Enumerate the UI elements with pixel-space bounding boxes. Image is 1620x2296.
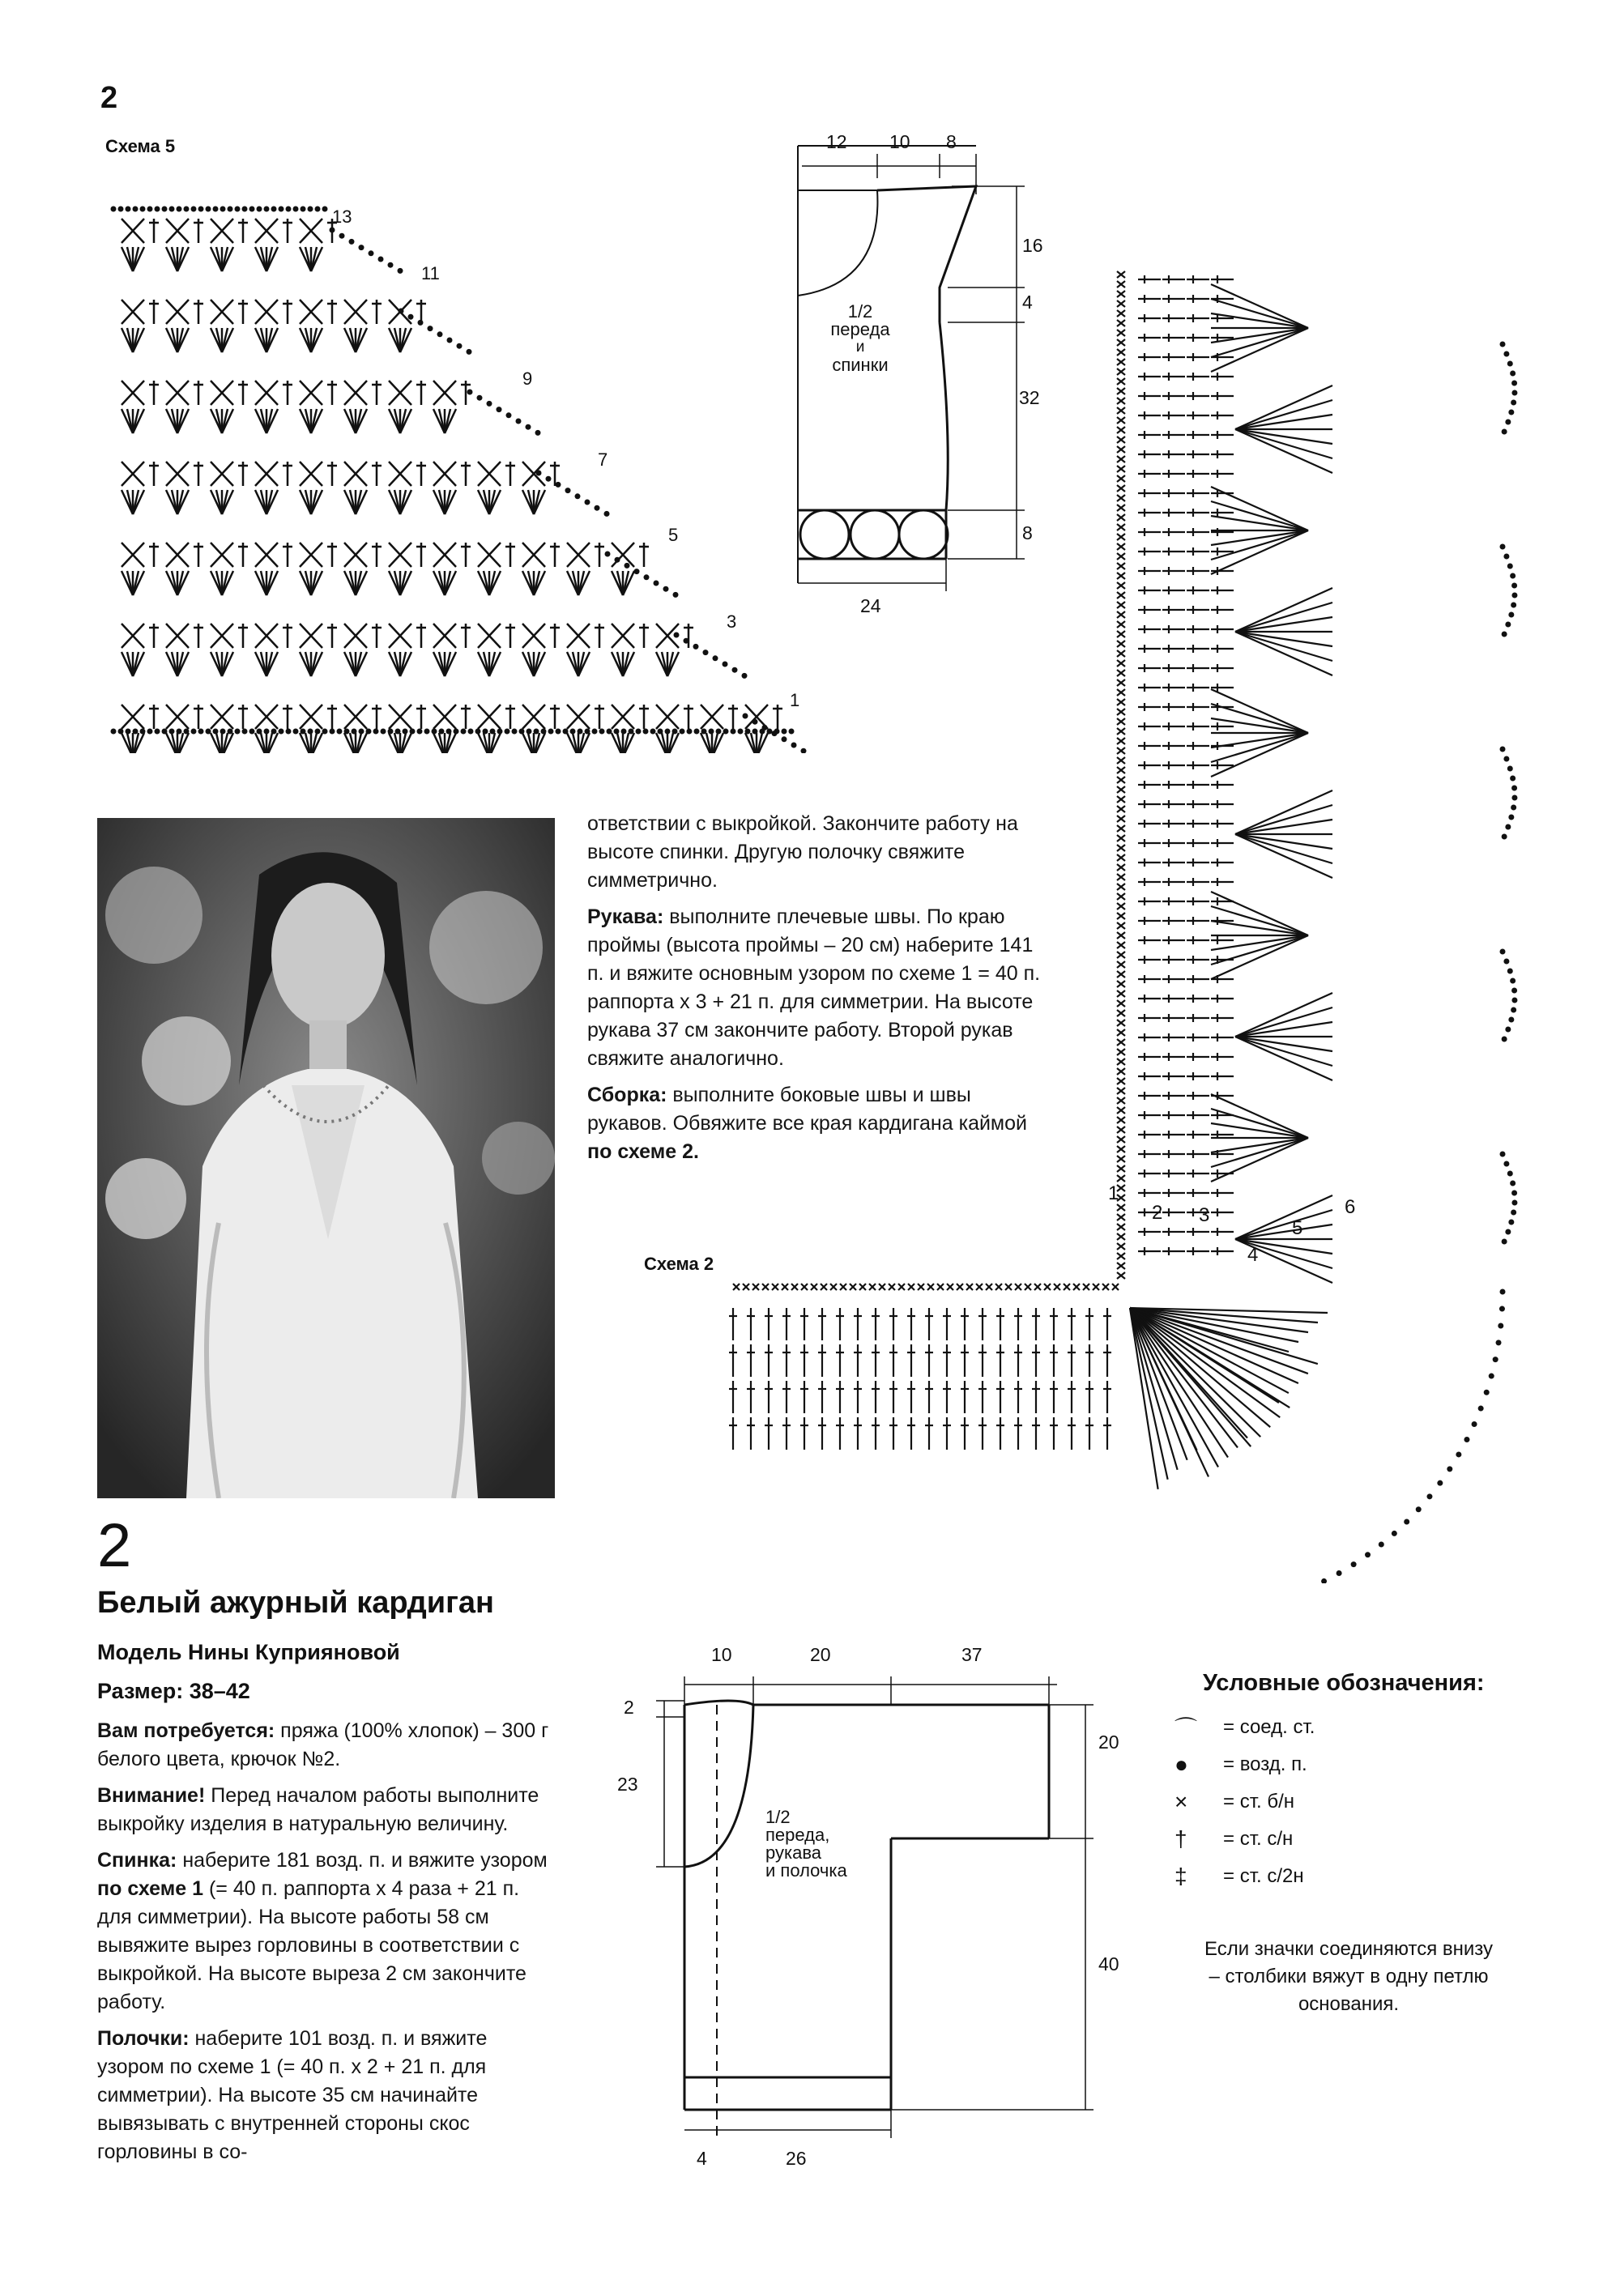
scheme5-chart bbox=[97, 186, 826, 753]
bottom-dim-4: 4 bbox=[697, 2148, 707, 2169]
bottom-dim-23: 23 bbox=[617, 1774, 638, 1795]
stitch-fan bbox=[389, 381, 426, 433]
bottom-dim-40: 40 bbox=[1098, 1953, 1119, 1974]
scheme5-row-5: 5 bbox=[668, 525, 679, 545]
scheme5-row-1: 1 bbox=[790, 690, 800, 710]
top-dim-24: 24 bbox=[860, 595, 881, 616]
scheme5-row-7: 7 bbox=[598, 449, 608, 470]
stitch-fan bbox=[612, 543, 649, 595]
stitch-fan bbox=[389, 300, 426, 352]
bottom-dim-20r: 20 bbox=[1098, 1732, 1119, 1753]
bottom-dim-37: 37 bbox=[961, 1644, 983, 1665]
stitch-fan bbox=[300, 381, 337, 433]
stitch-fan bbox=[478, 705, 515, 753]
legend-item-sc: × = ст. б/н bbox=[1174, 1789, 1295, 1814]
assembly-heading: Сборка: bbox=[587, 1084, 667, 1106]
top-dim-32: 32 bbox=[1019, 387, 1040, 408]
stitch-fan bbox=[300, 543, 337, 595]
top-dim-8b: 8 bbox=[1022, 522, 1033, 543]
bottom-dim-2: 2 bbox=[624, 1697, 634, 1718]
stitch-fan bbox=[522, 624, 560, 676]
stitch-fan bbox=[166, 462, 203, 514]
model-title: Белый ажурный кардиган bbox=[97, 1586, 495, 1620]
legend-item-slip: ⌒ = соед. ст. bbox=[1174, 1709, 1531, 1746]
stitch-fan bbox=[478, 624, 515, 676]
bottom-dim-20: 20 bbox=[810, 1644, 831, 1665]
stitch-fan bbox=[211, 462, 248, 514]
top-dim-10: 10 bbox=[889, 131, 910, 152]
legend-item-chain: ● = возд. п. bbox=[1174, 1752, 1307, 1777]
model-author: Модель Нины Куприяновой bbox=[97, 1640, 400, 1664]
scheme2-row-1: 1 bbox=[1108, 1182, 1119, 1204]
scheme2-row-2: 2 bbox=[1152, 1202, 1163, 1224]
stitch-fan bbox=[166, 624, 203, 676]
bottom-pattern-label: 1/2 переда, рукава и полочка bbox=[765, 1807, 847, 1881]
stitch-fan bbox=[344, 543, 382, 595]
stitch-fan bbox=[656, 624, 693, 676]
scheme2-row-4: 4 bbox=[1247, 1244, 1259, 1266]
photo-illustration bbox=[97, 818, 555, 1498]
legend-item-dc: † = ст. с/н bbox=[1174, 1826, 1294, 1851]
scheme5-row-13: 13 bbox=[332, 207, 352, 227]
stitch-fan bbox=[300, 624, 337, 676]
stitch-fan bbox=[344, 462, 382, 514]
stitch-fan bbox=[433, 462, 471, 514]
stitch-fan bbox=[344, 705, 382, 753]
stitch-fan bbox=[122, 381, 159, 433]
model-number: 2 bbox=[97, 1511, 132, 1580]
stitch-fan bbox=[389, 543, 426, 595]
stitch-fan bbox=[255, 219, 292, 271]
legend-item-tr: ‡ = ст. с/2н bbox=[1174, 1864, 1304, 1889]
stitch-fan bbox=[389, 624, 426, 676]
stitch-fan bbox=[211, 300, 248, 352]
stitch-fan bbox=[166, 381, 203, 433]
stitch-fan bbox=[389, 462, 426, 514]
stitch-fan bbox=[122, 300, 159, 352]
stitch-fan bbox=[211, 624, 248, 676]
stitch-fan bbox=[255, 624, 292, 676]
model-instructions: Вам потребуется: пряжа (100% хлопок) – 300 г белого цвета, крючок №2. Внимание! Перед началом работы выполните выкройку изделия в натуральную величину. Спинка: наберите 181 возд. п. и вяжите узором по схеме 1 (= 40 п. раппорта х 4 раза + 21 п. для симметрии). На высоте работы 58 см вывяжите вырез горловины в соответствии с выкройкой. На высоте выреза 2 см закончите работу. Полочки: наберите 101 возд. п. и вяжите узором по схеме 1 (= 40 п. х 2 + 21 п. для симметрии). На высоте 35 см начинайте вывязывать с внутренней стороны скос горловины в со- bbox=[97, 1719, 549, 2163]
treble-crochet-icon: ‡ bbox=[1174, 1864, 1187, 1889]
stitch-fan bbox=[166, 219, 203, 271]
scheme5-row-3: 3 bbox=[727, 611, 737, 632]
stitch-fan bbox=[211, 381, 248, 433]
legend-list bbox=[1174, 1709, 1531, 1895]
scheme2-row-3: 3 bbox=[1199, 1204, 1210, 1226]
stitch-fan bbox=[255, 381, 292, 433]
stitch-fan bbox=[344, 624, 382, 676]
scheme5-caption: Схема 5 bbox=[105, 136, 176, 156]
slip-stitch-icon: ⌒ bbox=[1174, 1716, 1198, 1741]
stitch-fan bbox=[433, 624, 471, 676]
stitch-fan bbox=[478, 462, 515, 514]
scheme2-caption: Схема 2 bbox=[644, 1254, 714, 1274]
stitch-fan bbox=[344, 300, 382, 352]
stitch-fan bbox=[122, 543, 159, 595]
stitch-fan bbox=[166, 543, 203, 595]
article-continuation: ответствии с выкройкой. Закончите работу на высоте спинки. Другую полочку свяжите симметрично. Рукава: выполните плечевые швы. По краю проймы (высота проймы – 20 см) наберите 141 п. и вяжите основным узором по схеме 1 = 40 п. раппорта х 3 + 21 п. для симметрии. На высоте рукава 37 см закончите работу. Второй рукав свяжите аналогично. Сборка: выполните боковые швы и швы рукавов. Обвяжите все края кардигана каймой по схеме 2. bbox=[587, 812, 1041, 1163]
top-pattern-label: 1/2 переда и спинки bbox=[830, 301, 890, 375]
model-photo bbox=[97, 818, 555, 1498]
legend-note: Если значки соединяются внизу – столбики вяжут в одну петлю основания. bbox=[1204, 1938, 1494, 2015]
stitch-fan bbox=[166, 300, 203, 352]
double-crochet-icon: † bbox=[1174, 1826, 1187, 1851]
stitch-fan bbox=[255, 300, 292, 352]
top-dim-4: 4 bbox=[1022, 292, 1033, 313]
top-dim-8: 8 bbox=[946, 131, 957, 152]
stitch-fan bbox=[122, 462, 159, 514]
stitch-fan bbox=[389, 705, 426, 753]
stitch-fan bbox=[612, 624, 649, 676]
page-number: 2 bbox=[100, 81, 118, 115]
stitch-fan bbox=[300, 300, 337, 352]
sleeves-heading: Рукава: bbox=[587, 905, 664, 928]
model-size: Размер: 38–42 bbox=[97, 1679, 250, 1703]
scheme2-row-5: 5 bbox=[1292, 1217, 1303, 1239]
stitch-fan bbox=[433, 543, 471, 595]
single-crochet-icon: × bbox=[1174, 1789, 1188, 1814]
scheme5-row-11: 11 bbox=[421, 263, 440, 283]
stitch-fan bbox=[567, 624, 604, 676]
stitch-fan bbox=[522, 543, 560, 595]
scheme2-row-6: 6 bbox=[1345, 1196, 1356, 1218]
bottom-dim-10: 10 bbox=[711, 1644, 732, 1665]
bottom-dim-26: 26 bbox=[786, 2148, 807, 2169]
stitch-fan bbox=[255, 462, 292, 514]
stitch-fan bbox=[567, 543, 604, 595]
stitch-fan bbox=[122, 624, 159, 676]
stitch-fan bbox=[211, 219, 248, 271]
stitch-fan bbox=[255, 543, 292, 595]
legend-title: Условные обозначения: bbox=[1203, 1670, 1485, 1696]
stitch-fan bbox=[122, 219, 159, 271]
pattern-bottom bbox=[640, 1652, 1126, 2170]
stitch-fan bbox=[478, 543, 515, 595]
stitch-fan bbox=[211, 543, 248, 595]
stitch-fan bbox=[300, 462, 337, 514]
stitch-fan bbox=[344, 381, 382, 433]
stitch-fan bbox=[433, 381, 471, 433]
chain-stitch-icon: ● bbox=[1174, 1752, 1188, 1777]
scheme5-row-9: 9 bbox=[522, 368, 533, 389]
stitch-fan bbox=[433, 705, 471, 753]
top-dim-16: 16 bbox=[1022, 235, 1043, 256]
top-dim-12: 12 bbox=[826, 131, 847, 152]
stitch-fan bbox=[522, 462, 560, 514]
